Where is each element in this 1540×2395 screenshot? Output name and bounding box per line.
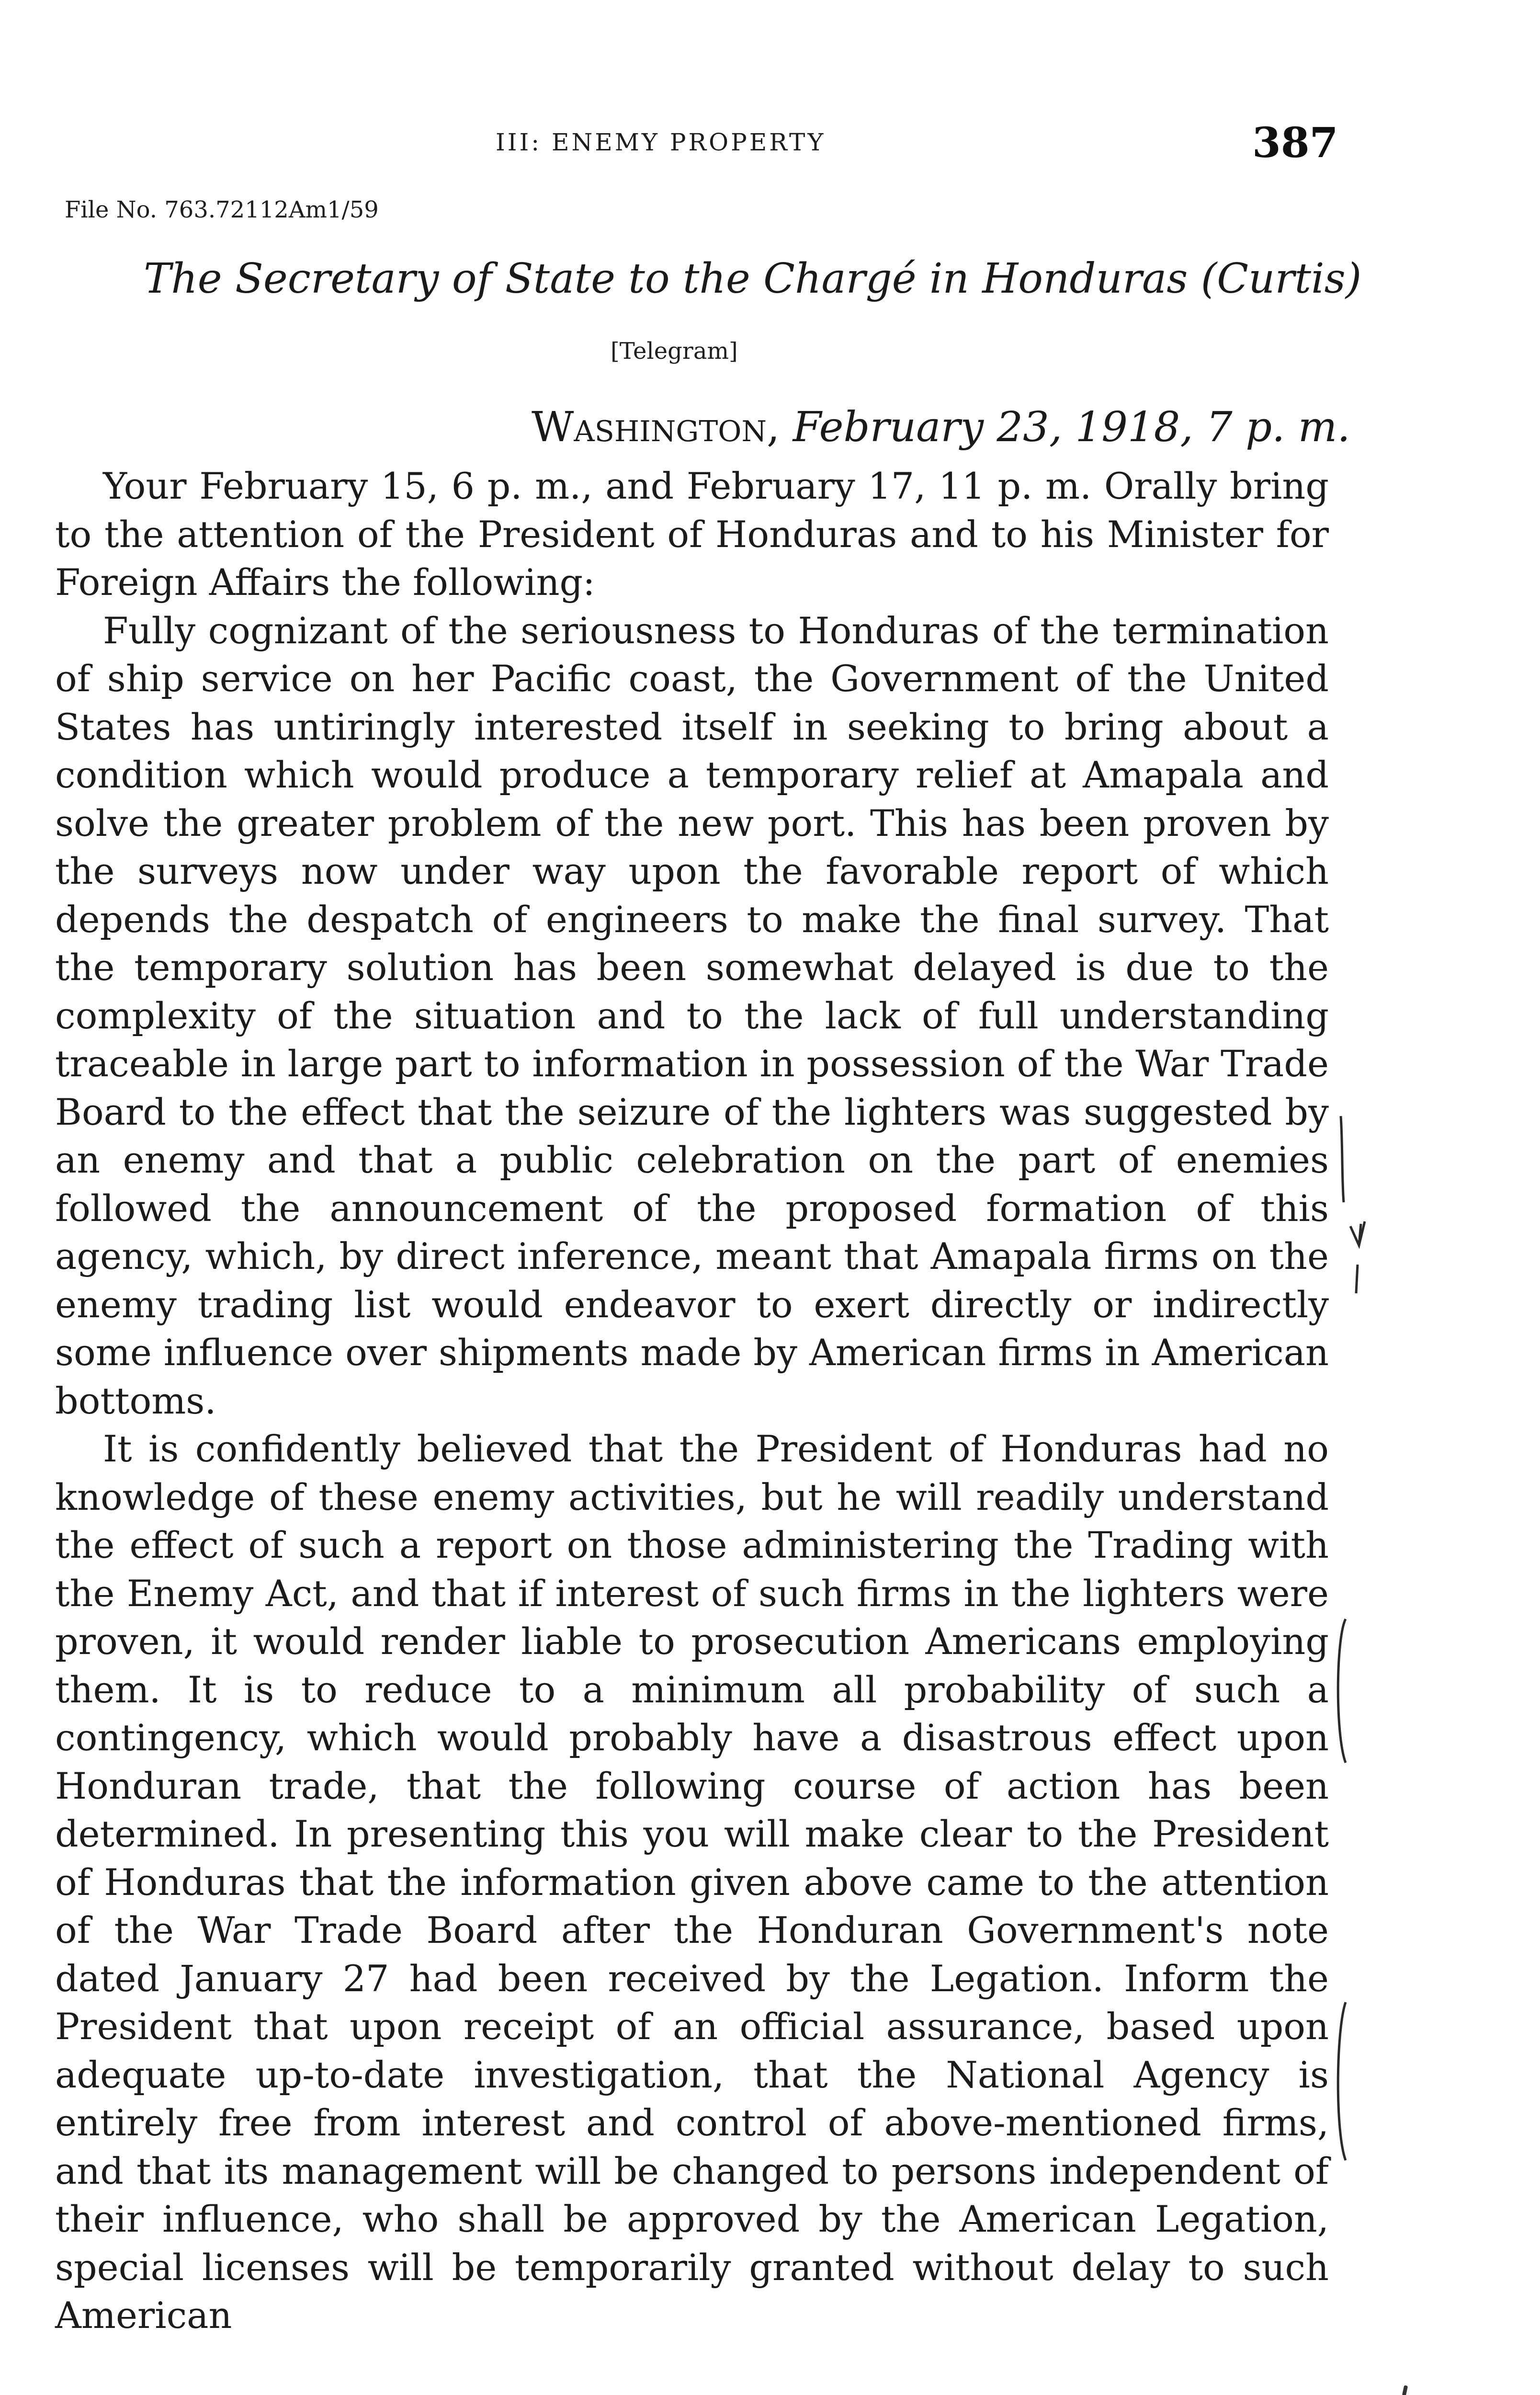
paragraph-2: Fully cognizant of the seriousness to Honduras of the termination of ship service on her Pacific coast, the Government of the United States has untiringly interested itself in seeking to bring about a condition which would produce a temporary relief at Amapala and solve the greater problem of the new port. This has been proven by the surveys now under way upon the favorable report of which depends the despatch of engineers to make the final survey. That the temporary solution has been somewhat delayed is due to the complexity of the situation and to the lack of full understanding traceable in large part to information in possession of the War Trade Board to the effect that the seizure of the lighters was suggested by an enemy and that a public celebration on the part of enemies followed the announcement of the proposed formation of this agency, which, by direct inference, meant that Amapala firms on the enemy trading list would endeavor to exert directly or indirectly some influence over shipments made by American firms in American bottoms.	[55, 609, 1329, 1422]
paragraph-3: It is confidently believed that the President of Honduras had no knowledge of these enemy activities, but he will readily understand the effect of such a report on those administering the Trading with the Enemy Act, and that if interest of such firms in the lighters were proven, it would render liable to prosecution Americans employing them. It is to reduce to a minimum all probability of such a contingency, which would probably have a disastrous effect upon Honduran trade, that the following course of action has been determined. In presenting this you will make clear to the President of Honduras that the information given above came to the attention of the War Trade Board after the Honduran Government's note dated January 27 had been received by the Legation. Inform the President that upon receipt of an official assurance, based upon adequate up-to-date investigation, that the National Agency is entirely free from interest and control of above-mentioned firms, and that its management will be changed to persons independent of their influence, who shall be approved by the American Legation, special licenses will be temporarily granted without delay to such American	[55, 1427, 1329, 2337]
margin-tick-mark	[1356, 1265, 1358, 1293]
body-text	[55, 462, 1329, 2340]
dateline-date: February 23, 1918, 7 p. m.	[793, 403, 1350, 451]
document-type: [Telegram]	[611, 338, 738, 365]
dateline	[532, 403, 1350, 451]
running-head: III: ENEMY PROPERTY	[496, 128, 826, 156]
document-title: The Secretary of State to the Chargé in Honduras (Curtis)	[144, 255, 1362, 303]
margin-arrow-mark	[1350, 1221, 1365, 1245]
page-number: 387	[1252, 119, 1338, 167]
margin-line-mark	[1341, 1116, 1344, 1202]
margin-bracket-mark	[1338, 1619, 1346, 1763]
dateline-place: Washington,	[532, 403, 780, 451]
paragraph-1: Your February 15, 6 p. m., and February 17, 11 p. m. Orally bring to the attention of the President of Honduras and to his Minister for Foreign Affairs the following:	[55, 465, 1329, 604]
stray-ink-mark	[1402, 2385, 1408, 2395]
file-number: File No. 763.72112Am1/59	[65, 196, 379, 223]
handwritten-margin-marks	[1331, 1102, 1398, 2251]
margin-bracket-mark	[1338, 2002, 1346, 2160]
